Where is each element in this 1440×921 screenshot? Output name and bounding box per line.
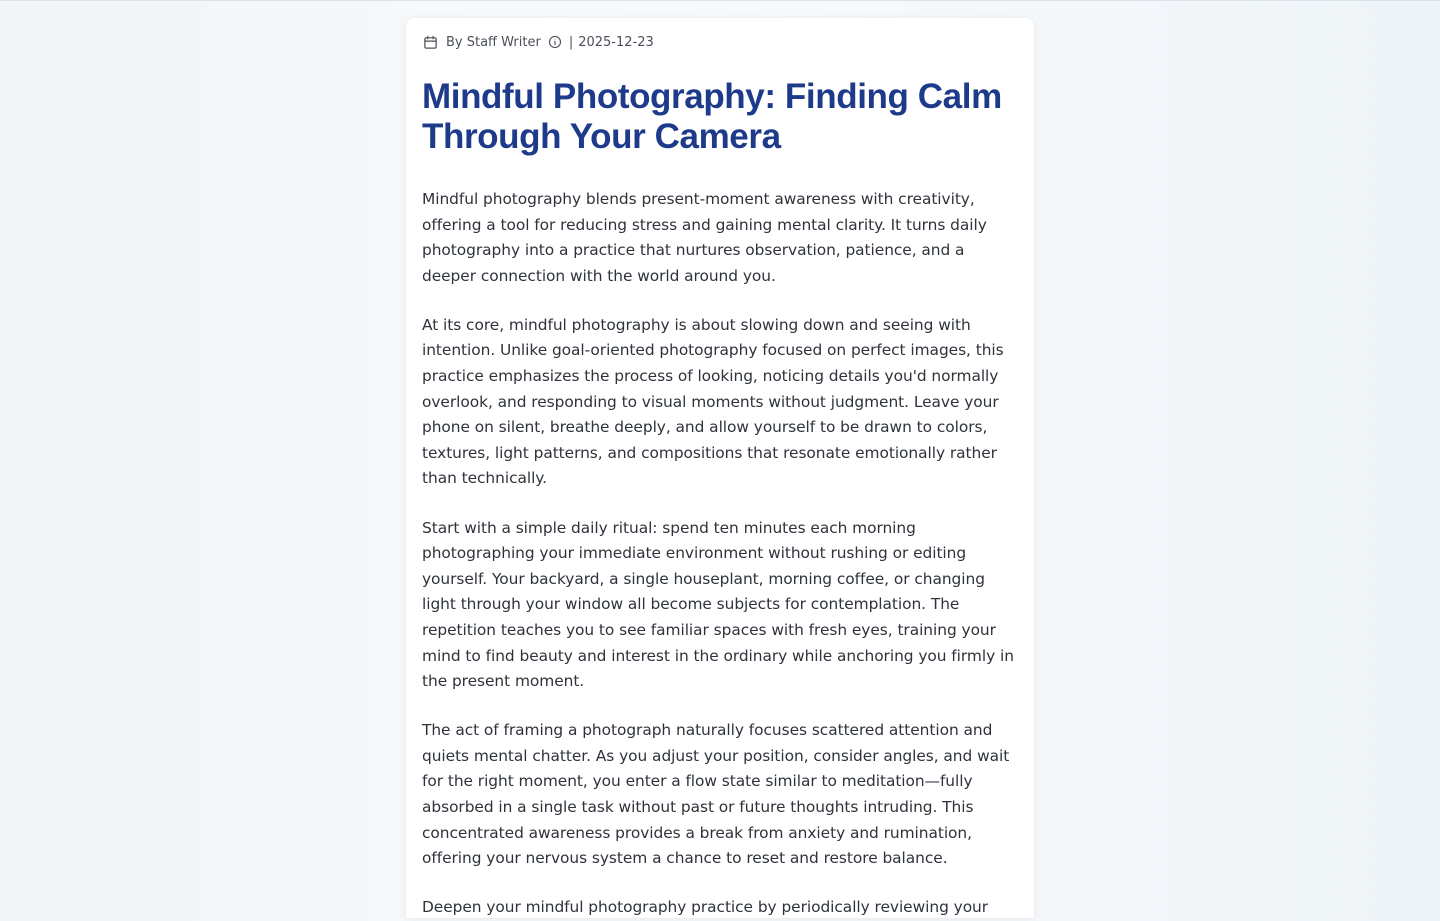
info-icon[interactable]	[547, 34, 563, 50]
article-title: Mindful Photography: Finding Calm Through Your Camera	[422, 77, 1002, 156]
article-paragraph: Deepen your mindful photography practice by periodically reviewing your	[422, 898, 989, 917]
article-paragraph: At its core, mindful photography is about slowing down and seeing with intention. Unlike goal-oriented photography focused on perfect images, this practice emphasizes the process of looking, noticing details you'd normally overlook, and responding to visual moments without judgment. Leave your phone on silent, breathe deeply, and allow yourself to be drawn to colors, textures, light patterns, and compositions that resonate emotionally rather than technically.	[422, 315, 1004, 488]
article-paragraph: The act of framing a photograph naturally focuses scattered attention and quiets mental chatter. As you adjust your position, consider angles, and wait for the right moment, you enter a flow state similar to meditation—fully absorbed in a single task without past or future thoughts intruding. This concentrated awareness provides a break from anxiety and rumination, offering your nervous system a chance to reset and restore balance.	[422, 721, 1010, 868]
article-paragraph: Mindful photography blends present-moment awareness with creativity, offering a tool for reducing stress and gaining mental clarity. It turns daily photography into a practice that nurtures observation, patience, and a deeper connection with the world around you.	[422, 190, 987, 285]
calendar-icon	[422, 34, 438, 50]
top-divider	[0, 0, 1440, 1]
article-meta	[422, 32, 1018, 52]
article-date: 2025-12-23	[578, 34, 654, 50]
article-body	[422, 187, 1018, 921]
article-paragraph: Start with a simple daily ritual: spend ten minutes each morning photographing your immediate environment without rushing or editing yourself. Your backyard, a single houseplant, morning coffee, or changing light through your window all become subjects for contemplation. The repetition teaches you to see familiar spaces with fresh eyes, training your mind to find beauty and interest in the ordinary while anchoring you firmly in the present moment.	[422, 518, 1014, 691]
meta-separator: |	[568, 34, 574, 50]
article-card	[406, 18, 1034, 918]
article-author: By Staff Writer	[446, 34, 541, 50]
